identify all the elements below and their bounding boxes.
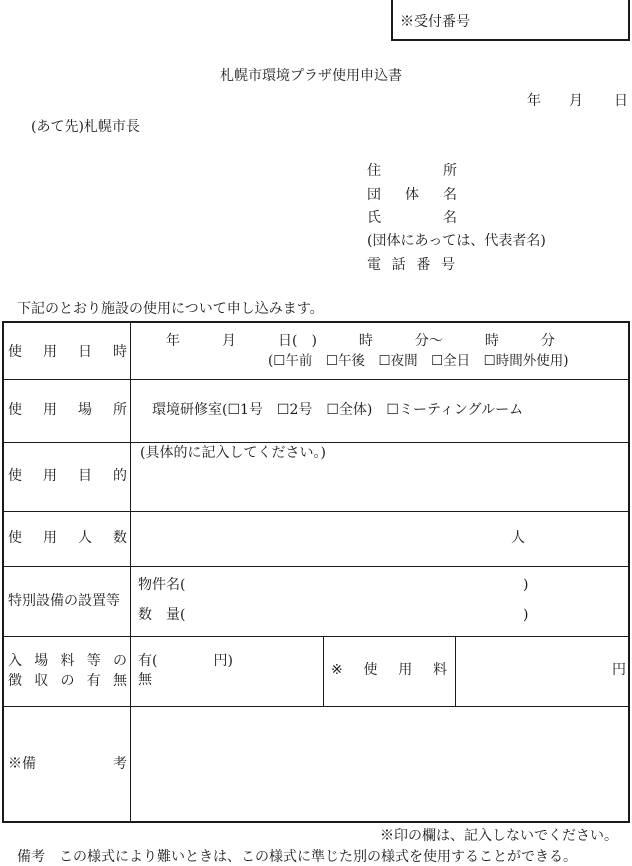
intro-text: 下記のとおり施設の使用について申し込みます。 — [17, 301, 324, 317]
column-divider — [130, 323, 131, 821]
applicant-name-label: 氏 名 — [367, 210, 457, 226]
applicant-group-label: 団 体 名 — [367, 187, 457, 203]
headcount-unit: 人 — [511, 530, 525, 546]
footnote: ※印の欄は、記入しないでください。 — [380, 828, 618, 844]
usage-purpose-hint: (具体的に記入してください。) — [140, 445, 326, 461]
usage-date-field[interactable]: 年 月 日( ) 時 分〜 時 分 — [166, 333, 555, 349]
date-day: 日 — [614, 93, 628, 109]
admission-fee-yes[interactable]: 有( 円) — [138, 653, 233, 669]
application-table — [2, 321, 630, 823]
date-year: 年 — [527, 93, 541, 109]
usage-place-options[interactable]: 環境研修室(☐1号 ☐2号 ☐全体) ☐ミーティングルーム — [152, 402, 524, 418]
usage-fee-label: ※ 使 用 料 — [331, 662, 447, 678]
equipment-label: 特別設備の設置等 — [8, 593, 120, 609]
usage-fee-unit: 円 — [612, 662, 626, 678]
date-month: 月 — [569, 93, 583, 109]
column-divider — [323, 636, 324, 706]
usage-time-slot-options[interactable]: (☐午前 ☐午後 ☐夜間 ☐全日 ☐時間外使用) — [268, 353, 569, 369]
admission-fee-no[interactable]: 無 — [138, 672, 152, 688]
equipment-item-name[interactable]: 物件名( — [138, 577, 186, 593]
equipment-item-close: ) — [523, 577, 529, 593]
reception-number-label: ※受付番号 — [400, 14, 470, 30]
headcount-label: 使 用 人 数 — [8, 530, 127, 546]
row-divider — [4, 636, 628, 637]
applicant-phone-label: 電 話 番 号 — [367, 257, 455, 273]
equipment-quantity[interactable]: 数 量( — [138, 607, 186, 623]
row-divider — [4, 442, 628, 443]
row-divider — [4, 379, 628, 380]
remarks-note: 備考 この様式により難いときは、この様式に準じた別の様式を使用することができる。 — [17, 849, 577, 865]
usage-date-label: 使 用 日 時 — [8, 344, 127, 360]
applicant-representative-note: (団体にあっては、代表者名) — [367, 233, 546, 249]
row-divider — [4, 706, 628, 707]
equipment-quantity-close: ) — [523, 607, 529, 623]
addressee: (あて先)札幌市長 — [31, 119, 140, 135]
row-divider — [4, 566, 628, 567]
reception-number-box — [391, 0, 630, 41]
admission-fee-label: 入 場 料 等 の 徴 収 の 有 無 — [8, 653, 127, 689]
usage-place-label: 使 用 場 所 — [8, 402, 127, 418]
column-divider — [455, 636, 456, 706]
usage-purpose-label: 使 用 目 的 — [8, 468, 127, 484]
remarks-label: ※備 考 — [8, 756, 127, 772]
form-title: 札幌市環境プラザ使用申込書 — [220, 68, 402, 84]
row-divider — [4, 511, 628, 512]
applicant-address-label: 住 所 — [367, 163, 457, 179]
